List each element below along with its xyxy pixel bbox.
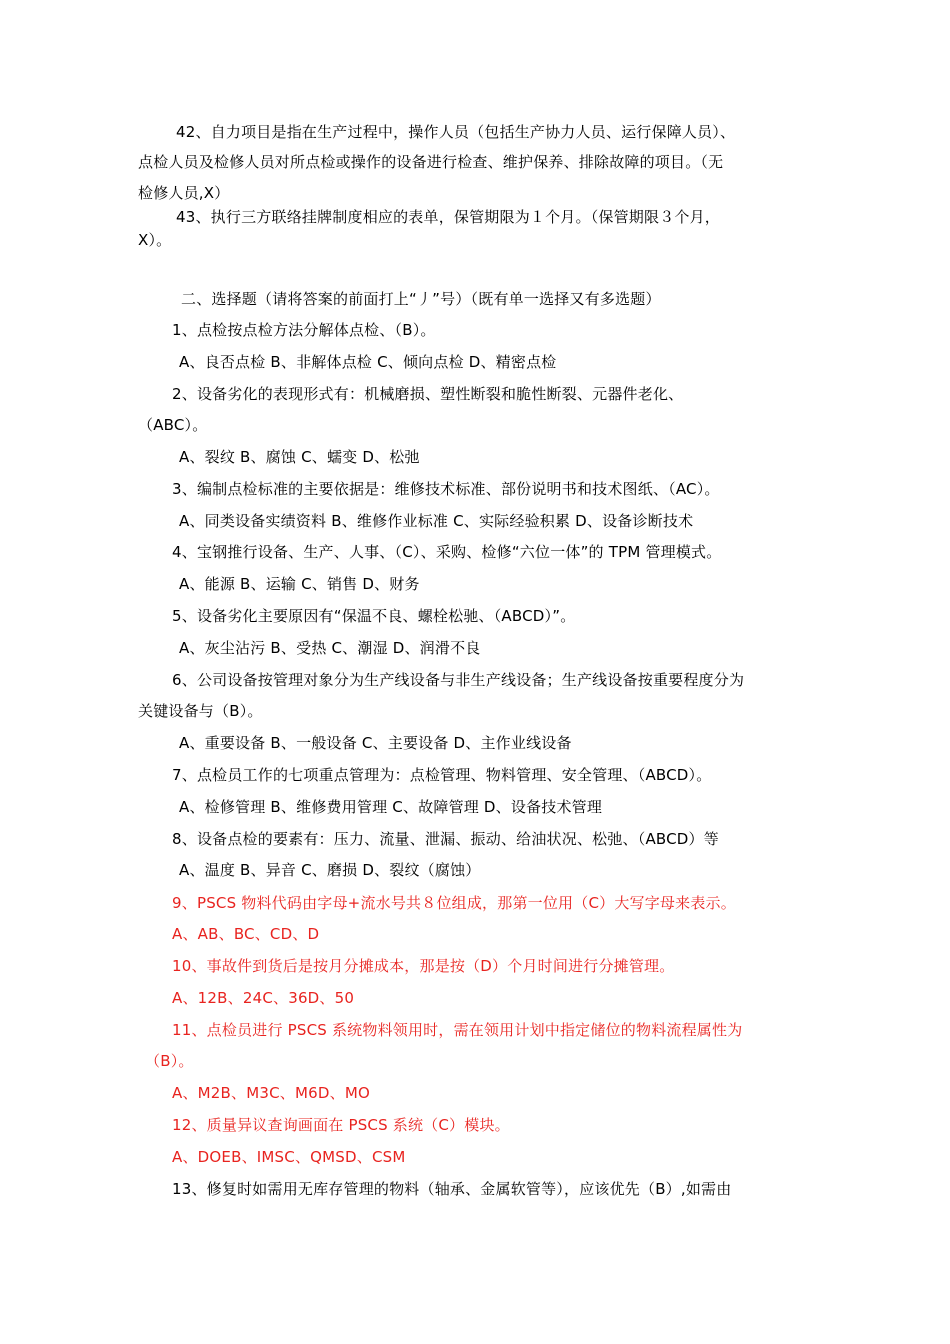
options-line: A、良否点检 B、非解体点检 C、倾向点检 D、精密点检 <box>179 353 557 371</box>
text-line: 42、自力项目是指在生产过程中，操作人员（包括生产协力人员、运行保障人员）、 <box>176 123 736 141</box>
question-line: 9、PSCS 物料代码由字母+流水号共８位组成，那第一位用（C）大写字母来表示。 <box>172 894 736 912</box>
options-line: A、同类设备实绩资料 B、维修作业标准 C、实际经验积累 D、设备诊断技术 <box>179 512 694 530</box>
question-line: 10、事故件到货后是按月分摊成本，那是按（D）个月时间进行分摊管理。 <box>172 957 675 975</box>
question-line: （ABC）。 <box>138 416 208 434</box>
options-line: A、检修管理 B、维修费用管理 C、故障管理 D、设备技术管理 <box>179 798 603 816</box>
question-line: 3、编制点检标准的主要依据是：维修技术标准、部份说明书和技术图纸、（AC）。 <box>172 480 720 498</box>
options-line: A、裂纹 B、腐蚀 C、蠕变 D、松弛 <box>179 448 420 466</box>
question-line: 5、设备劣化主要原因有“保温不良、螺栓松驰、（ABCD）”。 <box>172 607 576 625</box>
question-line: 8、设备点检的要素有：压力、流量、泄漏、振动、给油状况、松弛、（ABCD）等 <box>172 830 719 848</box>
text-line: 检修人员,X） <box>138 184 230 202</box>
question-line: 12、质量异议查询画面在 PSCS 系统（C）模块。 <box>172 1116 510 1134</box>
options-line: A、AB、BC、CD、D <box>172 925 320 943</box>
question-line: 4、宝钢推行设备、生产、人事、（C）、采购、检修“六位一体”的 TPM 管理模式。 <box>172 543 722 561</box>
options-line: A、灰尘沾污 B、受热 C、潮湿 D、润滑不良 <box>179 639 481 657</box>
question-line: （B）。 <box>145 1052 194 1070</box>
section-heading: 二、选择题（请将答案的前面打上“丿”号）（既有单一选择又有多选题） <box>181 290 661 308</box>
options-line: A、12B、24C、36D、50 <box>172 989 355 1007</box>
options-line: A、能源 B、运输 C、销售 D、财务 <box>179 575 420 593</box>
text-line: X）。 <box>138 231 172 249</box>
question-line: 13、修复时如需用无库存管理的物料（轴承、金属软管等），应该优先（B）,如需由 <box>172 1180 732 1198</box>
text-line: 43、执行三方联络挂牌制度相应的表单，保管期限为１个月。（保管期限３个月， <box>176 208 720 226</box>
question-line: 11、点检员进行 PSCS 系统物料领用时，需在领用计划中指定储位的物料流程属性为 <box>172 1021 743 1039</box>
question-line: 关键设备与（B）。 <box>138 702 263 720</box>
text-line: 点检人员及检修人员对所点检或操作的设备进行检查、维护保养、排除故障的项目。（无 <box>138 153 724 171</box>
question-line: 2、设备劣化的表现形式有：机械磨损、塑性断裂和脆性断裂、元器件老化、 <box>172 385 684 403</box>
options-line: A、温度 B、异音 C、磨损 D、裂纹（腐蚀） <box>179 861 481 879</box>
options-line: A、重要设备 B、一般设备 C、主要设备 D、主作业线设备 <box>179 734 572 752</box>
question-line: 1、点检按点检方法分解体点检、（B）。 <box>172 321 436 339</box>
options-line: A、M2B、M3C、M6D、MO <box>172 1084 370 1102</box>
question-line: 6、公司设备按管理对象分为生产线设备与非生产线设备；生产线设备按重要程度分为 <box>172 671 745 689</box>
options-line: A、DOEB、IMSC、QMSD、CSM <box>172 1148 406 1166</box>
question-line: 7、点检员工作的七项重点管理为：点检管理、物料管理、安全管理、（ABCD）。 <box>172 766 712 784</box>
